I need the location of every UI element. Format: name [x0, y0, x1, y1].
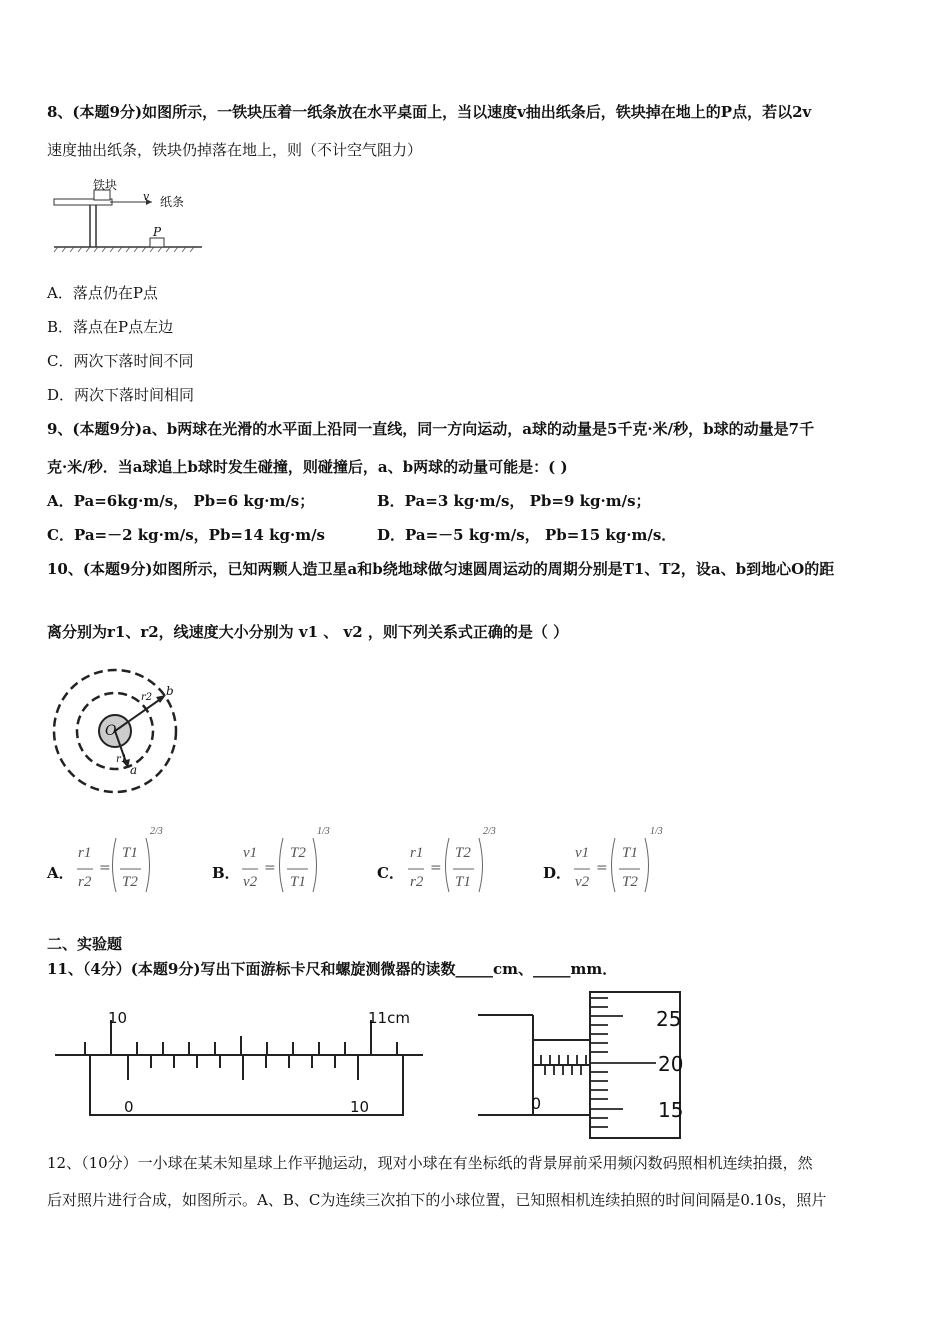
q10-fig-o: O	[105, 723, 117, 739]
q8-option-a: A．落点仍在P点	[47, 284, 158, 302]
caliper-vernier-right-label: 10	[350, 1098, 370, 1116]
q12-line2: 后对照片进行合成，如图所示。A、B、C为连续三次拍下的小球位置，已知照相机连续拍照的时间间隔是0.10s，照片	[47, 1191, 827, 1209]
q10-b-exponent: 1/3	[317, 826, 330, 837]
q10-c-exponent: 2/3	[483, 826, 496, 837]
q8-fig-p-label: P	[153, 225, 162, 239]
section-title: 二、实验题	[47, 935, 123, 953]
q9-option-b: B．Pa=3 kg·m/s， Pb=9 kg·m/s；	[377, 492, 651, 510]
q10-a-exponent: 2/3	[150, 826, 163, 837]
q9-option-a: A．Pa=6kg·m/s， Pb=6 kg·m/s；	[47, 492, 315, 510]
q10-d-rhs-num: T1	[622, 845, 638, 861]
q10-d-rhs-den: T2	[622, 874, 638, 890]
q11-line1: 11、（4分）(本题9分)写出下面游标卡尺和螺旋测微器的读数_____cm、_____mm．	[47, 960, 618, 978]
q8-line1: 8、(本题9分)如图所示，一铁块压着一纸条放在水平桌面上，当以速度v抽出纸条后，铁块掉在地上的P点，若以2v	[47, 103, 812, 121]
caliper-main-left-label: 10	[108, 1009, 128, 1027]
q8-option-c: C．两次下落时间不同	[47, 352, 194, 370]
caliper-vernier-left-label: 0	[124, 1098, 134, 1116]
q10-d-lhs-num: v1	[575, 845, 590, 861]
q10-fig-b: b	[166, 684, 174, 698]
svg-text:=: =	[430, 860, 442, 876]
q10-d-exponent: 1/3	[650, 826, 663, 837]
q8-option-b: B．落点在P点左边	[47, 318, 174, 336]
q9-line2: 克·米/秒．当a球追上b球时发生碰撞，则碰撞后，a、b两球的动量可能是：( )	[47, 458, 568, 476]
q10-c-lhs-num: r1	[410, 845, 424, 861]
q10-a-lhs-num: r1	[78, 845, 92, 861]
q10-a-rhs-den: T2	[122, 874, 138, 890]
q10-b-lhs-num: v1	[243, 845, 258, 861]
micrometer-15-label: 15	[658, 1098, 684, 1122]
svg-text:=: =	[264, 860, 276, 876]
caliper-main-right-label: 11cm	[368, 1009, 410, 1027]
q10-option-a-label: A．	[47, 864, 74, 882]
q10-a-lhs-den: r2	[78, 874, 92, 890]
q10-c-lhs-den: r2	[410, 874, 424, 890]
q10-option-b-label: B．	[212, 864, 240, 882]
micrometer-zero-label: 0	[531, 1094, 542, 1113]
q8-line2: 速度抽出纸条，铁块仍掉落在地上，则（不计空气阻力）	[47, 141, 423, 159]
q10-c-rhs-den: T1	[455, 874, 471, 890]
svg-text:=: =	[99, 860, 111, 876]
q10-line1: 10、(本题9分)如图所示，已知两颗人造卫星a和b绕地球做匀速圆周运动的周期分别是T1、T2，设a、b到地心O的距	[47, 560, 835, 578]
q10-fig-a: a	[130, 763, 138, 777]
q10-option-c-label: C．	[377, 864, 404, 882]
q9-option-c: C．Pa=－2 kg·m/s，Pb=14 kg·m/s	[47, 526, 325, 544]
q10-line2: 离分别为r1、r2，线速度大小分别为 v1 、 v2 ，则下列关系式正确的是（ ）	[47, 623, 569, 641]
micrometer-20-label: 20	[658, 1052, 684, 1076]
q10-a-rhs-num: T1	[122, 845, 138, 861]
q12-line1: 12、（10分）一小球在某未知星球上作平抛运动，现对小球在有坐标纸的背景屏前采用频闪数码照相机连续拍摄，然	[47, 1154, 813, 1172]
q10-b-rhs-den: T1	[290, 874, 306, 890]
q10-fig-r1: r1	[116, 754, 128, 765]
q10-c-rhs-num: T2	[455, 845, 471, 861]
q10-fig-r2: r2	[141, 692, 153, 703]
q10-b-rhs-num: T2	[290, 845, 306, 861]
q8-fig-block-label: 铁块	[93, 178, 118, 192]
q10-d-lhs-den: v2	[575, 874, 590, 890]
q10-option-d-label: D．	[543, 864, 572, 882]
q8-fig-v-label: v	[143, 190, 150, 203]
q8-fig-paper-label: 纸条	[160, 195, 185, 209]
q10-b-lhs-den: v2	[243, 874, 258, 890]
micrometer-25-label: 25	[656, 1007, 682, 1031]
svg-text:=: =	[596, 860, 608, 876]
q9-option-d: D．Pa=－5 kg·m/s， Pb=15 kg·m/s．	[377, 526, 677, 544]
q9-line1: 9、(本题9分)a、b两球在光滑的水平面上沿同一直线，同一方向运动，a球的动量是5千克·米/秒，b球的动量是7千	[47, 420, 815, 438]
q8-option-d: D．两次下落时间相同	[47, 386, 195, 404]
